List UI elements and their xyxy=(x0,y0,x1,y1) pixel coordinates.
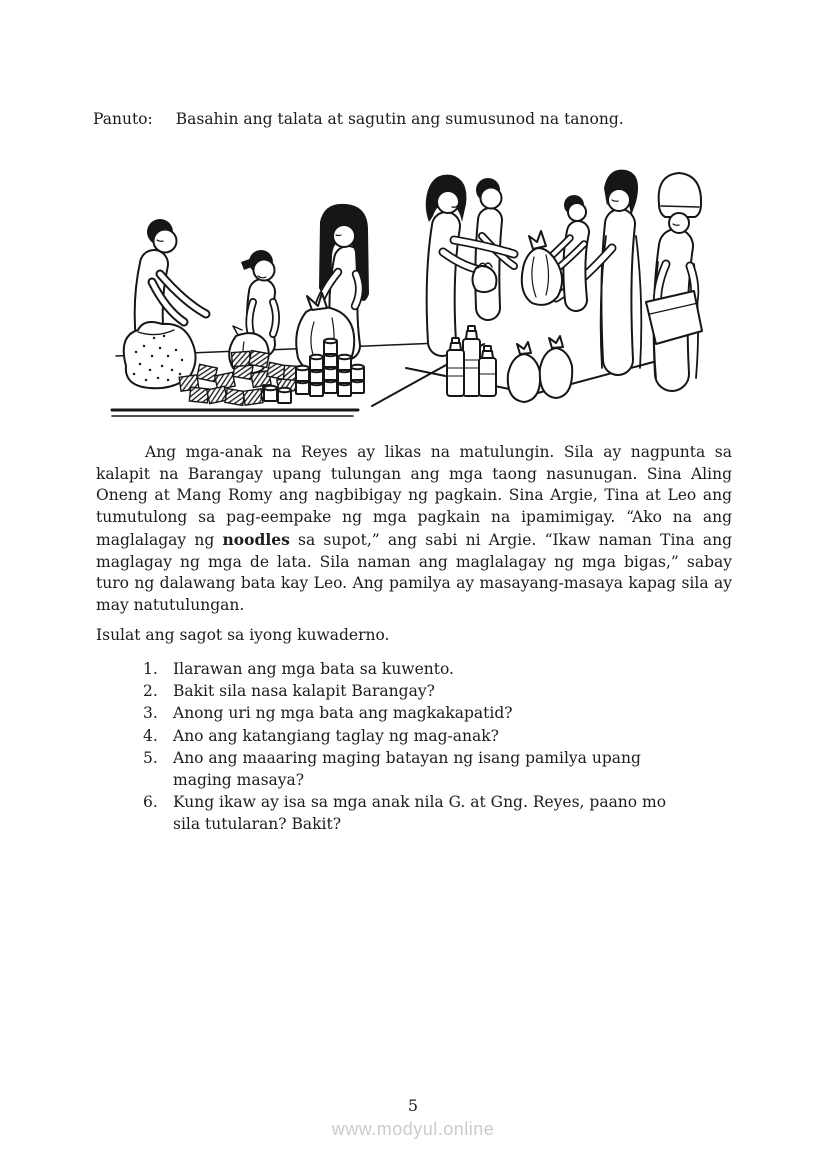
question-text: Bakit sila nasa kalapit Barangay? xyxy=(173,682,435,701)
question-item-1 xyxy=(143,658,735,680)
instruction-row xyxy=(93,110,624,128)
small-pouch xyxy=(473,266,497,292)
volunteer-knit-cap xyxy=(646,173,702,378)
answer-instruction: Isulat ang sagot sa iyong kuwaderno. xyxy=(96,626,390,644)
question-item-4 xyxy=(143,725,735,747)
instruction-text: Basahin ang talata at sagutin ang sumusunod na tanong. xyxy=(175,110,624,128)
question-item-6 xyxy=(143,791,735,835)
question-text: Ano ang katangiang taglay ng mag-anak? xyxy=(173,726,499,745)
story-part2: sa supot,” ang sabi ni Argie. “Ikaw naman Tina ang maglagay ng mga de lata. Sila naman ang maglalagay ng mga bigas,” sabay turo ng dalawang bata kay Leo. Ang pamilya ay masayang-masaya kapag sila ay may natutulungan. xyxy=(96,530,732,614)
illustration-container xyxy=(110,160,732,428)
question-number: 1. xyxy=(143,660,158,678)
relief-bag xyxy=(522,231,562,305)
page-number: 5 xyxy=(407,1096,419,1115)
question-item-2 xyxy=(143,680,735,702)
story-part1: Ang mga-anak na Reyes ay likas na matulungin. Sila ay nagpunta sa kalapit na Barangay upang tulungan ang mga taong nasunugan. Sina Aling Oneng at Mang Romy ang nagbibigay ng pagkain. Sina Argie, Tina at Leo ang tumutulong sa pag-eempake ng mga pagkain na ipamimigay. “Ako na ang maglalagay ng xyxy=(96,443,732,549)
question-item-3 xyxy=(143,702,735,724)
watermark: www.modyul.online xyxy=(331,1119,495,1139)
question-number: 5. xyxy=(143,748,158,767)
question-text: Kung ikaw ay isa sa mga anak nila G. at Gng. Reyes, paano mo sila tutularan? Bakit? xyxy=(173,793,667,834)
story-bold-word: noodles xyxy=(222,529,290,549)
question-item-5 xyxy=(143,747,735,791)
instruction-label: Panuto: xyxy=(93,110,153,128)
question-number: 6. xyxy=(143,793,158,812)
question-text: Anong uri ng mga bata ang magkakapatid? xyxy=(173,704,513,723)
question-number: 2. xyxy=(143,682,158,701)
question-number: 4. xyxy=(143,726,158,745)
question-text: Ano ang maaaring maging batayan ng isang pamilya upang maging masaya? xyxy=(173,748,641,790)
question-text: Ilarawan ang mga bata sa kuwento. xyxy=(173,660,454,678)
question-number: 3. xyxy=(143,704,158,723)
question-list xyxy=(143,658,735,836)
relief-goods-illustration xyxy=(110,160,732,428)
story-paragraph xyxy=(96,442,732,617)
